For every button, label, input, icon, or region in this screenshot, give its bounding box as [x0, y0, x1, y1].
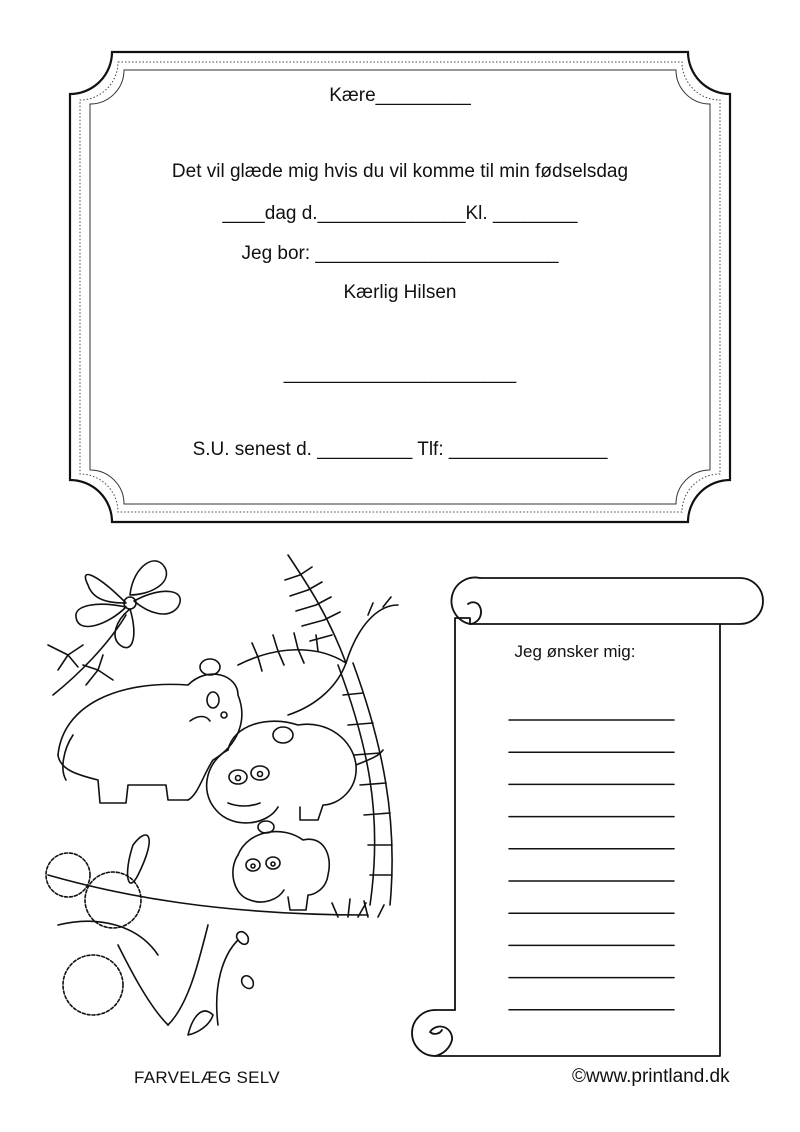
date-time-line: ____dag d.______________Kl. ________ — [222, 203, 578, 224]
footer-coloring-label: FARVELÆG SELV — [134, 1068, 280, 1087]
invitation-text: Det vil glæde mig hvis du vil komme til min fødselsdag — [171, 161, 629, 182]
regards-text: Kærlig Hilsen — [343, 282, 457, 303]
wishlist-title: Jeg ønsker mig: — [514, 642, 636, 661]
wishlist-lines — [509, 720, 674, 1010]
rsvp-phone-line: S.U. senest d. _________ Tlf: _______________ — [192, 439, 608, 460]
signature-line: ______________________ — [283, 363, 517, 384]
address-line: Jeg bor: _______________________ — [241, 243, 559, 264]
footer-website-link[interactable]: ©www.printland.dk — [572, 1066, 730, 1087]
dear-line: Kære_________ — [329, 85, 471, 106]
